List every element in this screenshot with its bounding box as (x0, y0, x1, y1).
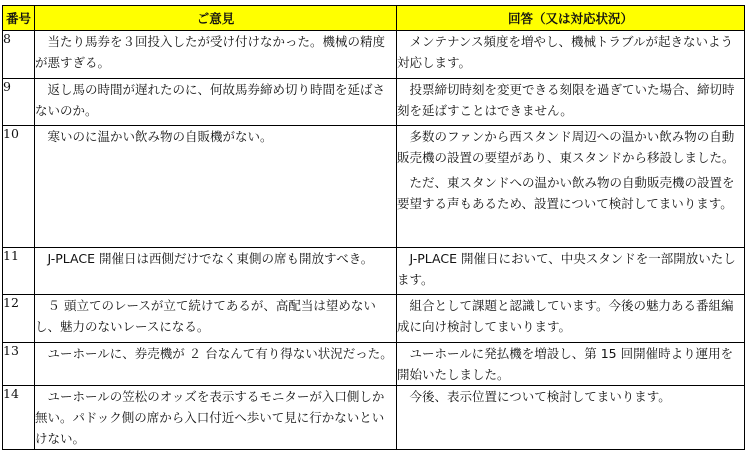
header-number: 番号 (3, 6, 35, 31)
row-number: 12 (3, 295, 35, 343)
row-opinion: 返し馬の時間が遅れたのに、何故馬券締め切り時間を延ばさないのか。 (35, 79, 397, 126)
table-row (3, 343, 745, 386)
row-answer: 投票締切時刻を変更できる刻限を過ぎていた場合、締切時刻を延ばすことはできません。 (397, 79, 745, 126)
row-number: 9 (3, 79, 35, 126)
header-opinion: ご意見 (35, 6, 397, 31)
row-answer: メンテナンス頻度を増やし、機械トラブルが起きないよう対応します。 (397, 31, 745, 79)
row-answer: 組合として課題と認識しています。今後の魅力ある番組編成に向け検討してまいります。 (397, 295, 745, 343)
table-row (3, 295, 745, 343)
row-opinion: ５ 頭立てのレースが立て続けてあるが、高配当は望めないし、魅力のないレースになる。 (35, 295, 397, 343)
row-opinion: J-PLACE 開催日は西側だけでなく東側の席も開放すべき。 (35, 248, 397, 295)
table-row (3, 31, 745, 79)
row-number: 14 (3, 386, 35, 450)
row-opinion: 当たり馬券を３回投入したが受け付けなかった。機械の精度が悪すぎる。 (35, 31, 397, 79)
table-header-row (3, 6, 745, 31)
opinions-table (2, 5, 745, 450)
row-answer: 多数のファンから西スタンド周辺への温かい飲み物の自動販売機の設置の要望があり、東スタンドから移設しました。 ただ、東スタンドへの温かい飲み物の自動販売機の設置を要望する声もあるため、設置について検討してまいります。 (397, 126, 745, 248)
header-answer: 回答（又は対応状況） (397, 6, 745, 31)
row-opinion: 寒いのに温かい飲み物の自販機がない。 (35, 126, 397, 248)
row-answer: 今後、表示位置について検討してまいります。 (397, 386, 745, 450)
row-opinion: ユーホールの笠松のオッズを表示するモニターが入口側しか無い。パドック側の席から入口付近へ歩いて見に行かないといけない。 (35, 386, 397, 450)
row-answer: ユーホールに発払機を増設し、第 15 回開催時より運用を開始いたしました。 (397, 343, 745, 386)
row-answer: J-PLACE 開催日において、中央スタンドを一部開放いたします。 (397, 248, 745, 295)
row-number: 13 (3, 343, 35, 386)
row-number: 8 (3, 31, 35, 79)
table-row (3, 126, 745, 248)
row-number: 10 (3, 126, 35, 248)
row-number: 11 (3, 248, 35, 295)
table-row (3, 386, 745, 450)
table-row (3, 248, 745, 295)
row-opinion: ユーホールに、券売機が ２ 台なんて有り得ない状況だった。 (35, 343, 397, 386)
table-row (3, 79, 745, 126)
